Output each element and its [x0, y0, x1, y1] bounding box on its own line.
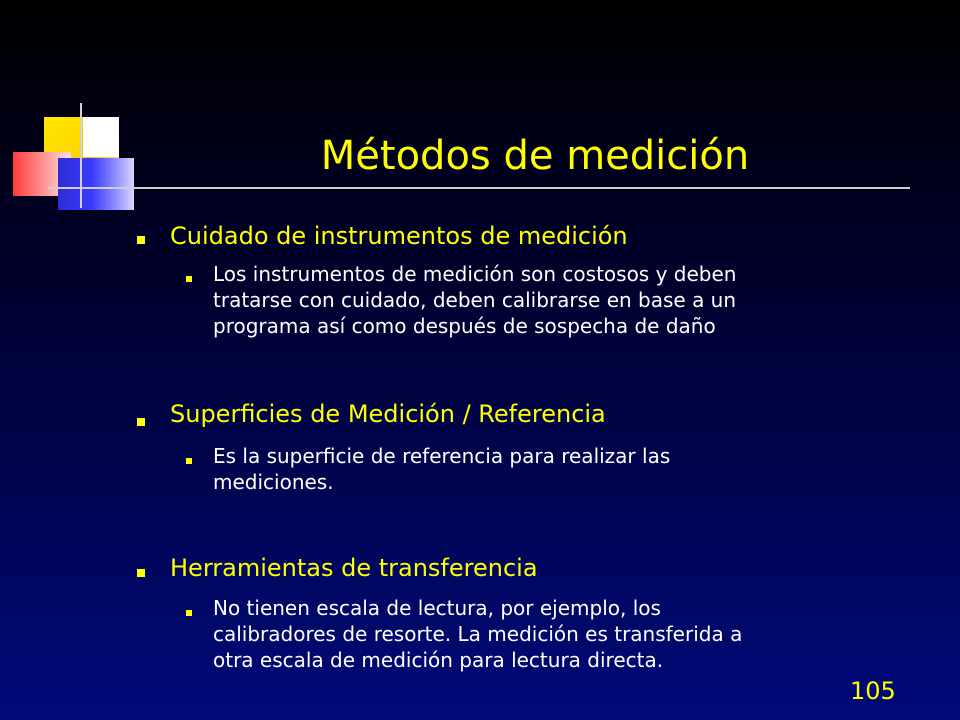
slide-title: Métodos de medición: [320, 133, 750, 179]
section-heading: Cuidado de instrumentos de medición: [170, 222, 628, 250]
title-underline: [48, 187, 910, 189]
section-heading: Herramientas de transferencia: [170, 554, 538, 582]
bullet-square-icon: [137, 236, 145, 244]
decor-blue-square: [58, 158, 134, 210]
section-detail: Es la superficie de referencia para realizar las mediciones.: [213, 444, 671, 494]
sub-bullet-square-icon: [186, 276, 192, 282]
section-detail: Los instrumentos de medición son costosos y deben tratarse con cuidado, deben calibrarse en base a un programa así como después de sospecha de daño: [213, 262, 737, 338]
bullet-square-icon: [137, 418, 145, 426]
section-heading: Superficies de Medición / Referencia: [170, 400, 606, 428]
bullet-square-icon: [137, 569, 145, 577]
decor-vertical-line: [80, 103, 82, 208]
page-number: 105: [850, 677, 896, 705]
decor-white-square: [83, 117, 119, 157]
sub-bullet-square-icon: [186, 610, 192, 616]
section-detail: No tienen escala de lectura, por ejemplo, los calibradores de resorte. La medición es transferida a otra escala de medición para lectura directa.: [213, 596, 743, 672]
sub-bullet-square-icon: [186, 458, 192, 464]
